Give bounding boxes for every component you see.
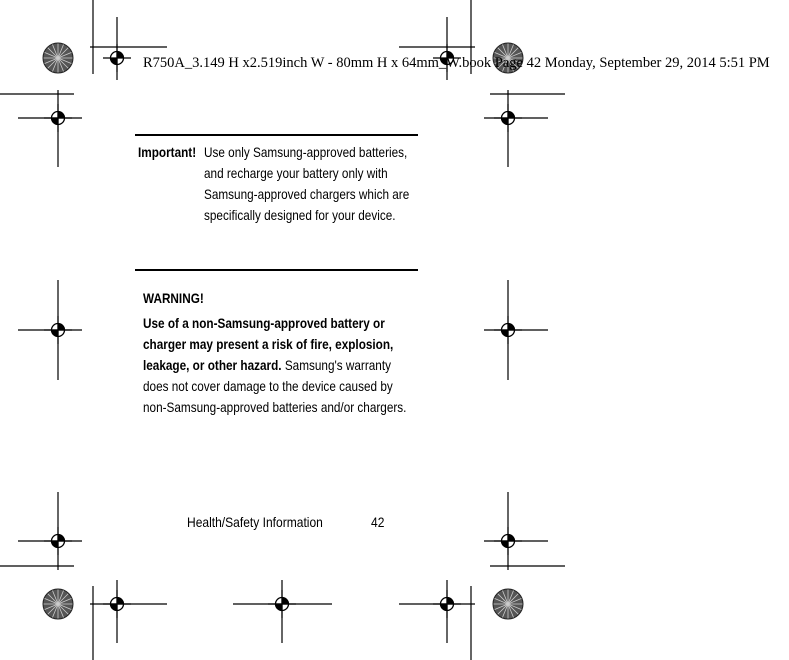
registration-mark-top-left [103,44,131,72]
registration-mark-upper-left [44,104,72,132]
registration-mark-mid-left [44,316,72,344]
registration-mark-bottom-left [103,590,131,618]
bottom-rule [135,269,418,271]
print-slug-line: R750A_3.149 H x2.519inch W - 80mm H x 64mm_W.book Page 42 Monday, September 29, 2014 5:51 PM [143,55,770,71]
important-text: Use only Samsung-approved batteries, and recharge your battery only with Samsung-approved chargers which are specifically designed for your device. [204,144,410,223]
star-target-top-left [43,43,73,73]
registration-mark-mid-right [494,316,522,344]
important-label: Important! [138,144,197,160]
star-target-bottom-right [493,589,523,619]
registration-mark-upper-right [494,104,522,132]
registration-mark-lower-left [44,527,72,555]
top-rule [135,134,418,136]
warning-paragraph [143,313,414,418]
warning-bold-text: Use of a non-Samsung-approved battery or charger may present a risk of fire, explosion, leakage, or other hazard. [143,315,394,373]
registration-mark-lower-right [494,527,522,555]
footer-section-title: Health/Safety Information [187,514,323,530]
warning-heading: WARNING! [143,290,204,306]
page-number: 42 [371,514,385,530]
warning-body-text: Samsung's warranty does not cover damage to the device caused by non-Samsung-approved batteries and/or chargers. [143,357,407,415]
registration-mark-bottom-center [268,590,296,618]
registration-mark-bottom-right [433,590,461,618]
star-target-bottom-left [43,589,73,619]
